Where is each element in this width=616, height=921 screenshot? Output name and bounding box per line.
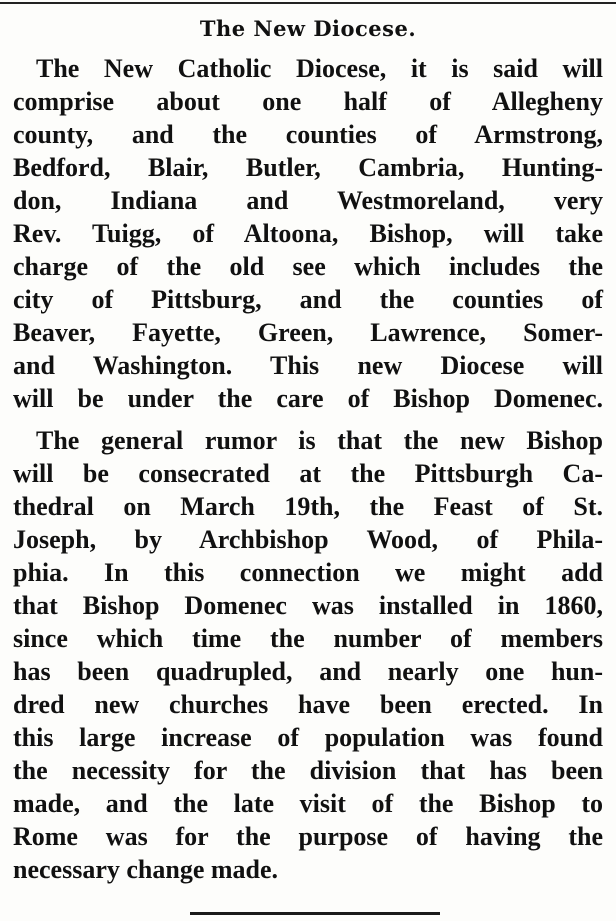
article-line: The New Catholic Diocese, it is said will [36,54,603,83]
article-line: this large increase of population was found [13,723,603,752]
article-line: city of Pittsburg, and the counties of [13,285,603,314]
article-line: will be under the care of Bishop Domenec. [13,384,603,413]
article-line: county, and the counties of Armstrong, [13,120,603,149]
article-line: that Bishop Domenec was installed in 1860, [13,591,603,620]
article-line: since which time the number of members [13,624,603,653]
article-line: don, Indiana and Westmoreland, very [13,186,603,215]
article-line: Rome was for the purpose of having the [13,822,603,851]
article-line: the necessity for the division that has been [13,756,603,785]
article-line: dred new churches have been erected. In [13,690,603,719]
article-line: The general rumor is that the new Bishop [36,426,603,455]
bottom-rule [190,912,440,915]
headline: The New Diocese. [199,16,417,41]
article-line: Joseph, by Archbishop Wood, of Phila- [13,525,603,554]
article-line: comprise about one half of Allegheny [13,87,603,116]
article-line: necessary change made. [13,855,279,884]
article-line: Rev. Tuigg, of Altoona, Bishop, will take [13,219,603,248]
article-line: has been quadrupled, and nearly one hun- [13,657,603,686]
article-line: thedral on March 19th, the Feast of St. [13,492,603,521]
article-line: Beaver, Fayette, Green, Lawrence, Somer- [13,318,603,347]
article-line: Bedford, Blair, Butler, Cambria, Hunting- [13,153,603,182]
article-line: phia. In this connection we might add [13,558,603,587]
article-line: made, and the late visit of the Bishop to [13,789,603,818]
article-line: charge of the old see which includes the [13,252,603,281]
article-line: will be consecrated at the Pittsburgh Ca- [13,459,603,488]
top-rule [0,2,616,4]
article-line: and Washington. This new Diocese will [13,351,603,380]
